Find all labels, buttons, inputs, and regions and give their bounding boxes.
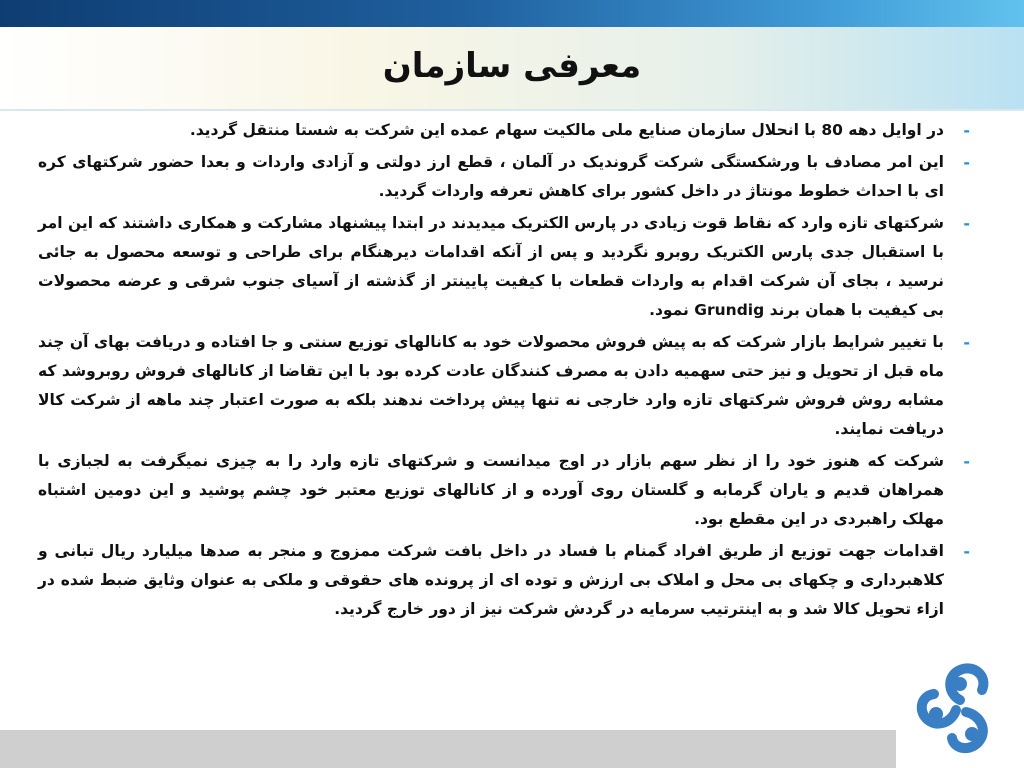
bullet-marker: - [963, 452, 970, 471]
bullet-item-3 [38, 209, 970, 325]
bullet-marker: - [963, 153, 970, 172]
top-header-band [0, 0, 1024, 27]
bullet-list [38, 116, 970, 627]
bullet-marker: - [963, 214, 970, 233]
bullet-item-2 [38, 148, 970, 206]
bullet-marker: - [963, 542, 970, 561]
bullet-marker: - [963, 333, 970, 352]
bottom-footer-band [0, 730, 1024, 768]
bullet-item-6 [38, 537, 970, 624]
bullet-marker: - [963, 121, 970, 140]
bullet-text: با تغییر شرایط بازار شرکت که به پیش فروش محصولات خود به کانالهای توزیع سنتی و جا افتاده و دریافت بهای آن چند ماه قبل از تحویل و نیز حتی سهمیه دادن به مصرف کنندگان عادت کرده بود با این تقاضا از کانالهای فروش روبروشد که مشابه روش فروش شرکتهای تازه وارد خارجی نه تنها پیش پرداخت ندهند بلکه به صورت اعتبار چند ماهه از شرکت کالا دریافت نمایند. [38, 333, 944, 438]
bullet-text: این امر مصادف با ورشکستگی شرکت گروندیک در آلمان ، قطع ارز دولتی و آزادی واردات و بعدا حضور شرکتهای کره ای با احداث خطوط مونتاژ در داخل کشور برای کاهش تعرفه واردات گردید. [38, 153, 944, 200]
bullet-text: اقدامات جهت توزیع از طریق افراد گمنام با فساد در داخل بافت شرکت ممزوج و منجر به صدها میلیارد ریال تبانی و کلاهبرداری و چکهای بی محل و املاک بی ارزش و توده ای از پرونده های حقوقی و ملکی به عنوان وثایق ضبط شده در ازاء تحویل کالا شد و به اینترتیب سرمایه در گردش شرکت نیز از دور خارج گردید. [38, 542, 944, 618]
logo-container [896, 648, 1024, 768]
bullet-item-1 [38, 116, 970, 145]
bullet-text: شرکت که هنوز خود را از نظر سهم بازار در اوج میدانست و شرکتهای تازه وارد را به چیزی نمیگرفت به لجبازی با همراهان قدیم و یاران گرمابه و گلستان روی آورده و از کانالهای توزیع معتبر خود چشم پوشید و این دومین اشتباه مهلک راهبردی در این مقطع بود. [38, 452, 944, 528]
bullet-item-4 [38, 328, 970, 444]
bullet-text: در اوایل دهه 80 با انحلال سازمان صنایع ملی مالکیت سهام عمده این شرکت به شستا منتقل گردید. [189, 121, 944, 139]
triple-spiral-logo-icon [908, 654, 1012, 764]
page-title: معرفی سازمان [382, 46, 642, 86]
bullet-text: شرکتهای تازه وارد که نقاط قوت زیادی در پارس الکتریک میدیدند در ابتدا پیشنهاد مشارکت و همکاری داشتند که این امر با استقبال جدی پارس الکتریک روبرو نگردید و پس از آنکه اقدامات دیرهنگام برای طراحی و توسعه محصول به جائی نرسید ، بجای آن شرکت اقدام به واردات قطعات با کیفیت پایینتر از گذشته از آسیای جنوب شرقی و عرضه محصولات بی کیفیت با همان برند Grundig نمود. [38, 214, 944, 319]
bullet-item-5 [38, 447, 970, 534]
